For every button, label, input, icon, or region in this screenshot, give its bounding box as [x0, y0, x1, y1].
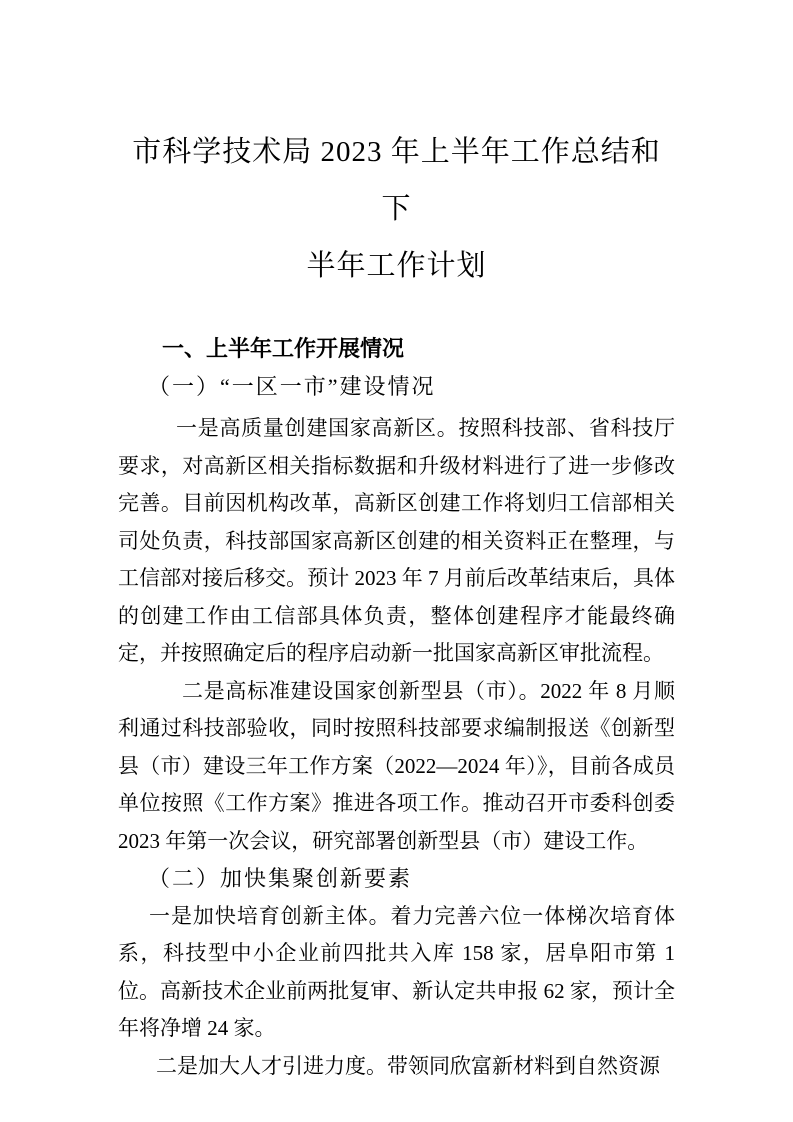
paragraph-innovation-entities: 一是加快培育创新主体。着力完善六位一体梯次培育体系，科技型中小企业前四批共入库 158 家，居阜阳市第 1 位。高新技术企业前两批复审、新认定共申报 62 家，预计全年将净增 24 家。 [118, 903, 675, 1040]
section-heading-first-half-work: 一、上半年工作开展情况 [162, 336, 405, 361]
document-title-line-2: 半年工作计划 [306, 250, 487, 282]
document-title [118, 124, 675, 295]
paragraph-innovative-county: 二是高标准建设国家创新型县（市）。2022 年 8 月顺利通过科技部验收，同时按照科技部要求编制报送《创新型县（市）建设三年工作方案（2022—2024 年）》，目前各成员单位按照《工作方案》推进各项工作。推动召开市委科创委 2023 年第一次会议，研究部署创新型县（市）建设工作。 [118, 678, 675, 853]
paragraph-high-tech-zone: 一是高质量创建国家高新区。按照科技部、省科技厅要求，对高新区相关指标数据和升级材料进行了进一步修改完善。目前因机构改革，高新区创建工作将划归工信部相关司处负责，科技部国家高新区创建的相关资料正在整理，与工信部对接后移交。预计 2023 年 7 月前后改革结束后，具体的创建工作由工信部具体负责，整体创建程序才能最终确定，并按照确定后的程序启动新一批国家高新区审批流程。 [118, 416, 675, 665]
subsection-heading-innovation-elements: （二）加快集聚创新要素 [148, 866, 413, 891]
paragraph-talent-introduction: 二是加大人才引进力度。带领同欣富新材料到自然资源 [156, 1053, 660, 1078]
subsection-heading-one-zone-one-city: （一）“一区一市”建设情况 [148, 373, 436, 399]
document-title-line-1: 市科学技术局 2023 年上半年工作总结和下 [132, 136, 661, 225]
